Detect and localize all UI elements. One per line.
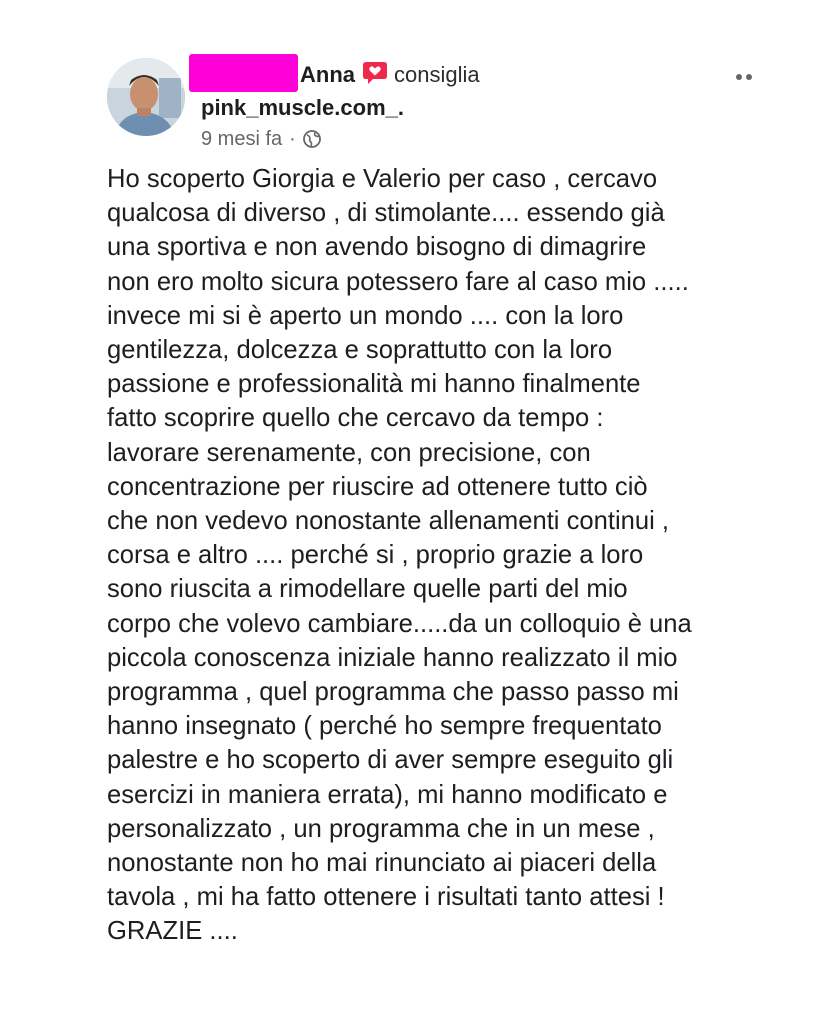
meta-separator: · (289, 128, 296, 150)
post-text-line: passione e professionalità mi hanno finalmente (107, 370, 641, 399)
post-text-line: gentilezza, dolcezza e soprattutto con la loro (107, 336, 613, 365)
post-text-line: corpo che volevo cambiare.....da un colloquio è una (107, 609, 692, 638)
post-text-line: Ho scoperto Giorgia e Valerio per caso , cercavo (107, 165, 658, 193)
avatar-image (107, 58, 185, 136)
post-text-line: fatto scoprire quello che cercavo da tempo : (107, 404, 604, 433)
post-text-line: hanno insegnato ( perché ho sempre frequentato (107, 712, 662, 741)
post-header-line (300, 60, 480, 90)
post-text-line: nonostante non ho mai rinunciato ai piaceri della (107, 849, 657, 878)
post-text-line: programma , quel programma che passo passo mi (107, 678, 679, 707)
globe-icon[interactable] (302, 129, 322, 149)
redacted-name-overlay (189, 54, 298, 92)
post-text-line: GRAZIE .... (107, 917, 238, 946)
more-options-icon[interactable] (735, 70, 757, 82)
action-verb: consiglia (394, 62, 480, 87)
author-name[interactable]: Anna (300, 62, 355, 87)
post-text-line: palestre e ho scoperto di aver sempre eseguito gli (107, 746, 674, 775)
post-text-line: invece mi si è aperto un mondo .... con la loro (107, 301, 624, 330)
post-text-line: una sportiva e non avendo bisogno di dimagrire (107, 233, 647, 262)
page-name-link[interactable]: pink_muscle.com_. (201, 95, 404, 120)
post-text-line: qualcosa di diverso , di stimolante.... essendo già (107, 199, 665, 228)
post-text-line: corsa e altro .... perché si , proprio grazie a loro (107, 541, 644, 570)
post-meta (201, 125, 322, 153)
post-text-line: personalizzato , un programma che in un mese , (107, 814, 655, 843)
post-text-line: concentrazione per riuscire ad ottenere tutto ciò (107, 472, 648, 501)
post-text-line: esercizi in maniera errata), mi hanno modificato e (107, 780, 668, 809)
post-text-line: tavola , mi ha fatto ottenere i risultati tanto attesi ! (107, 883, 665, 912)
post-text-line: piccola conoscenza iniziale hanno realizzato il mio (107, 643, 678, 672)
post-text-line: che non vedevo nonostante allenamenti continui , (107, 507, 670, 536)
timestamp[interactable]: 9 mesi fa (201, 128, 283, 150)
post-text-line: non ero molto sicura potessero fare al caso mio ..... (107, 267, 689, 296)
recommend-icon (362, 61, 388, 85)
post-text-line: sono riuscita a rimodellare quelle parti del mio (107, 575, 628, 604)
post-text-line: lavorare serenamente, con precisione, con (107, 438, 591, 467)
post-body-text (107, 162, 797, 949)
avatar[interactable] (107, 58, 185, 136)
